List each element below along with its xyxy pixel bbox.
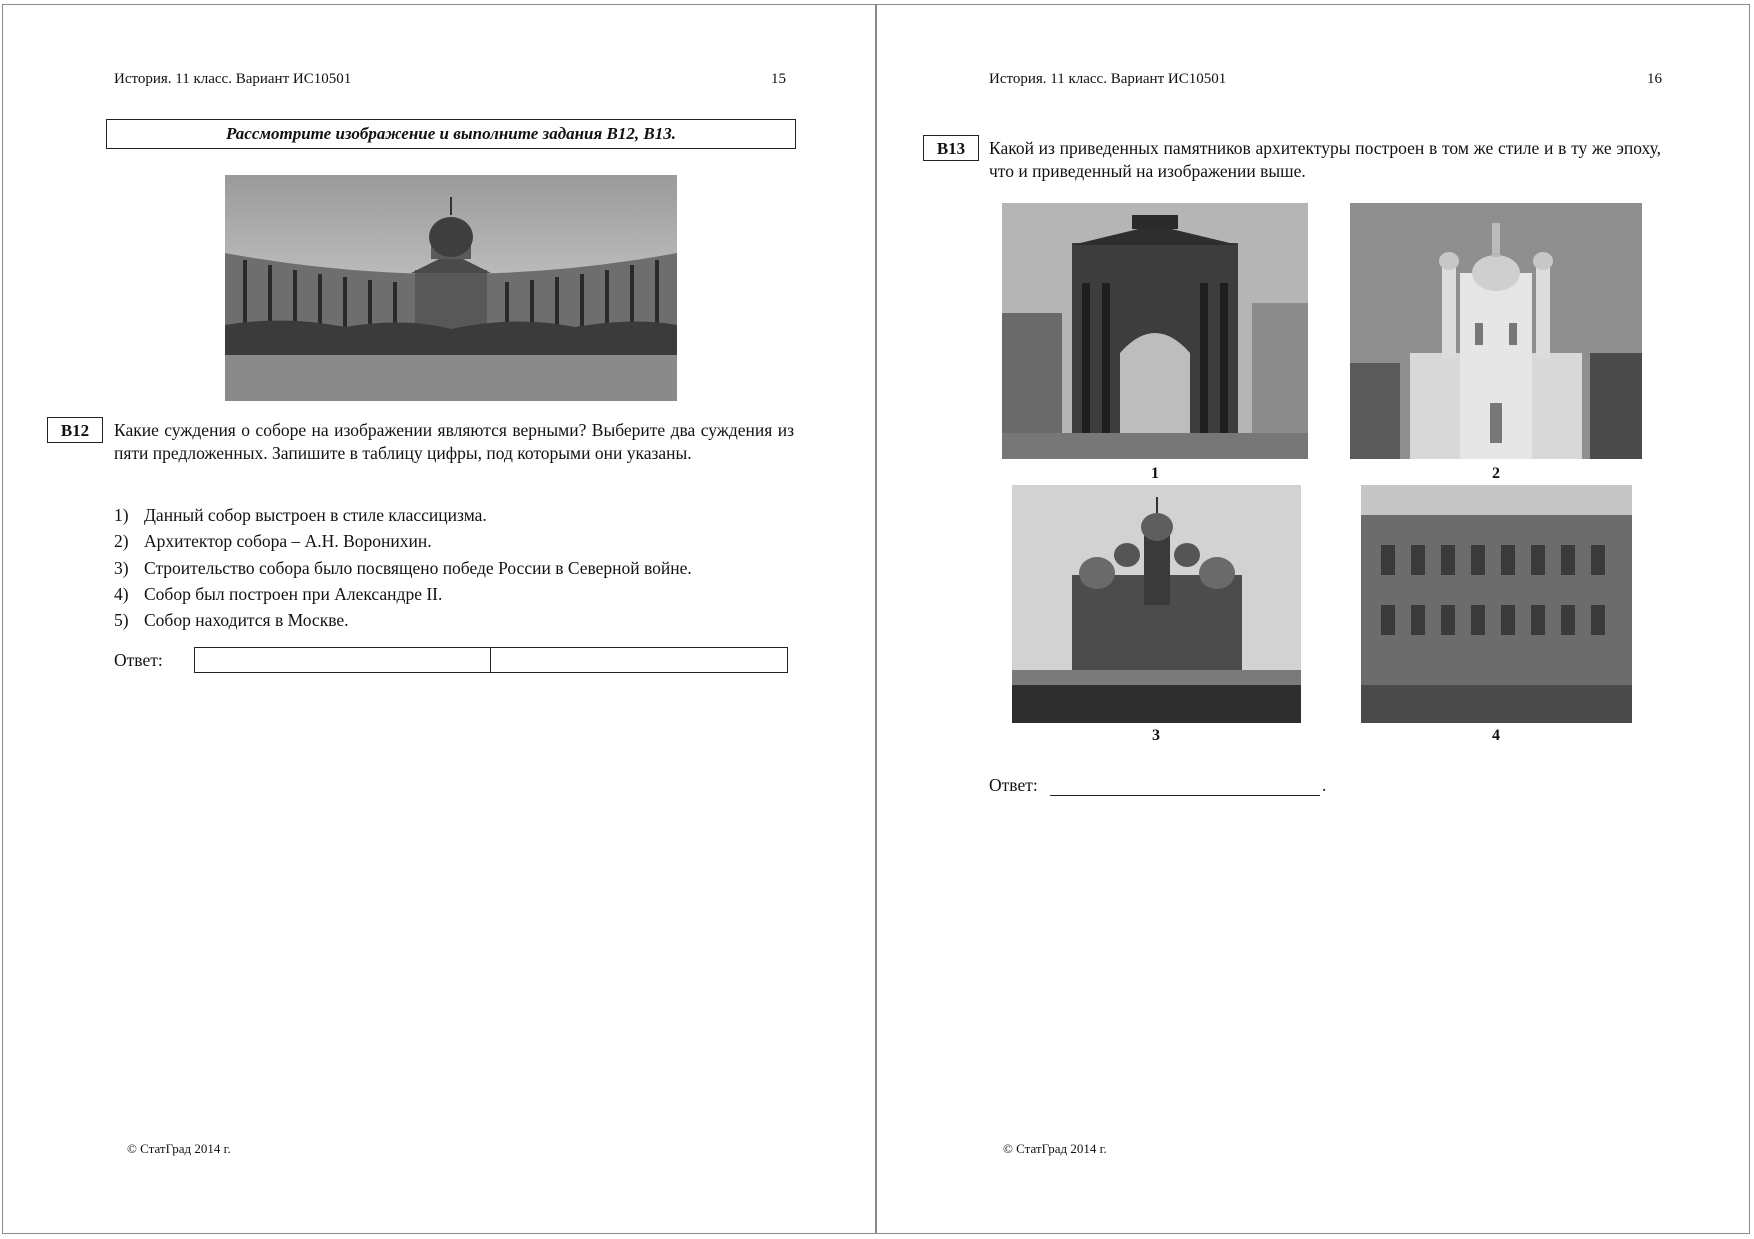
right-page [876,4,1750,1234]
photo-caption-2: 2 [1492,465,1500,482]
page-number: 15 [771,71,786,87]
task-label-b12: B12 [47,417,103,443]
photo-caption-1: 1 [1151,465,1159,482]
photo-caption-3: 3 [1152,727,1160,744]
page-footer: © СтатГрад 2014 г. [1003,1141,1107,1156]
option-1: 1) Данный собор выстроен в стиле классицизма. [114,505,487,525]
answer-period: . [1322,775,1327,795]
page-header: История. 11 класс. Вариант ИС10501 [989,71,1227,87]
triumphal-arch-photo [1002,203,1308,459]
page-footer: © СтатГрад 2014 г. [127,1141,231,1156]
option-5: 5) Собор находится в Москве. [114,610,349,630]
left-page [2,4,876,1234]
kazan-cathedral-photo [225,175,677,401]
option-4: 4) Собор был построен при Александре II. [114,584,443,604]
option-2: 2) Архитектор собора – А.Н. Воронихин. [114,531,432,551]
answer-cell-1[interactable] [194,647,491,673]
answer-cell-2[interactable] [490,647,788,673]
answer-label: Ответ: [989,775,1038,795]
palace-facade-photo [1361,485,1632,723]
task-label-b13: B13 [923,135,979,161]
question-b13: Какой из приведенных памятников архитектуры построен в том же стиле и в ту же эпоху, что и приведенный на изображении выше. [989,138,1661,181]
option-3: 3) Строительство собора было посвящено победе России в Северной войне. [114,558,692,578]
page-number: 16 [1647,71,1662,87]
church-of-savior-photo [1012,485,1301,723]
answer-label: Ответ: [114,650,163,670]
photo-caption-4: 4 [1492,727,1500,744]
question-b12: Какие суждения о соборе на изображении являются верными? Выберите два суждения из пяти предложенных. Запишите в таблицу цифры, под которыми они указаны. [114,420,794,463]
answer-line[interactable] [1050,776,1320,796]
page-header: История. 11 класс. Вариант ИС10501 [114,71,352,87]
smolny-cathedral-photo [1350,203,1642,459]
instruction-banner: Рассмотрите изображение и выполните задания В12, В13. [106,119,796,149]
